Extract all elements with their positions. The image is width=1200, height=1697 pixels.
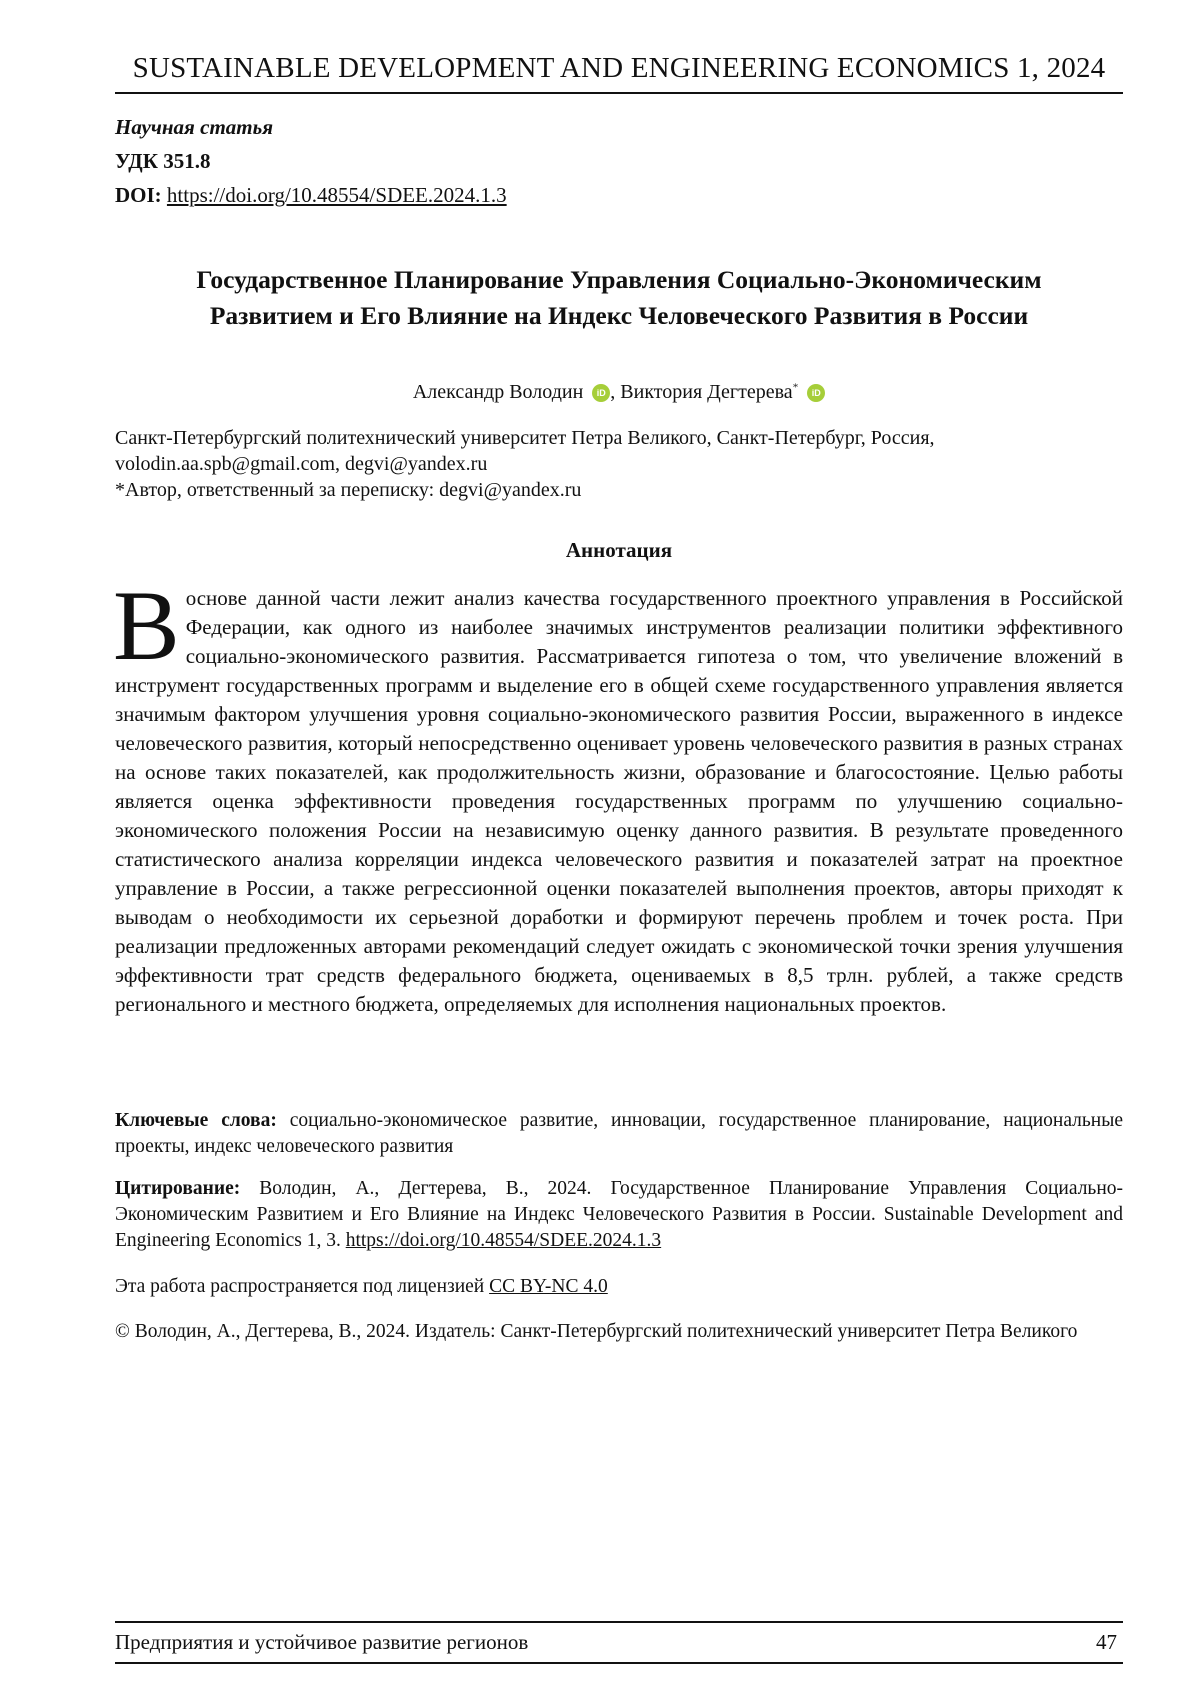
author-list	[115, 381, 1123, 404]
author-1: Александр Володин	[412, 381, 584, 403]
journal-header: SUSTAINABLE DEVELOPMENT AND ENGINEERING ECONOMICS 1, 2024	[132, 52, 1106, 84]
affiliation-institution: Санкт-Петербургский политехнический университет Петра Великого, Санкт-Петербург, Россия,	[115, 427, 935, 449]
citation-label: Цитирование:	[115, 1178, 241, 1199]
author-2: Виктория Дегтерева	[620, 381, 793, 403]
doi-label: DOI:	[115, 183, 162, 207]
page-footer	[115, 1630, 1123, 1655]
abstract-dropcap: В	[113, 570, 180, 681]
doi-line	[115, 178, 507, 212]
corresponding-mark: *	[792, 381, 799, 394]
citation	[115, 1176, 1123, 1254]
orcid-icon[interactable]: iD	[807, 384, 825, 402]
author-separator: ,	[610, 381, 621, 403]
doi-link[interactable]: https://doi.org/10.48554/SDEE.2024.1.3	[166, 183, 507, 207]
footer-divider-bottom	[115, 1662, 1123, 1664]
abstract-body	[113, 570, 1123, 1019]
license	[115, 1276, 1123, 1298]
license-link[interactable]: CC BY-NC 4.0	[489, 1276, 608, 1297]
header-divider	[115, 92, 1123, 94]
citation-text: Володин, А., Дегтерева, В., 2024. Государственное Планирование Управления Социально-Экономическим Развитием и Его Влияние на Индекс Человеческого Развития в России. Sustainable Development and Engineering Economics 1, 3.	[115, 1178, 1123, 1251]
title-line-1: Государственное Планирование Управления Социально-Экономическим	[196, 265, 1042, 294]
page-number: 47	[1096, 1630, 1117, 1654]
udc-code: УДК 351.8	[115, 149, 211, 173]
abstract-heading: Аннотация	[565, 538, 673, 562]
footer-divider-top	[115, 1621, 1123, 1623]
article-type: Научная статья	[115, 115, 274, 139]
keywords-text: социально-экономическое развитие, инновации, государственное планирование, национальные проекты, индекс человеческого развития	[115, 1110, 1123, 1157]
title-line-2: Развитием и Его Влияние на Индекс Человеческого Развития в России	[209, 301, 1029, 330]
article-meta	[115, 110, 507, 212]
article-title	[115, 262, 1123, 334]
affiliation-block	[115, 425, 1123, 503]
affiliation-emails: volodin.aa.spb@gmail.com, degvi@yandex.ru	[115, 453, 488, 475]
footer-journal-name: Предприятия и устойчивое развитие регионов	[115, 1630, 529, 1654]
orcid-icon[interactable]: iD	[592, 384, 610, 402]
keywords-label: Ключевые слова:	[115, 1110, 277, 1131]
abstract-text: основе данной части лежит анализ качества государственного проектного управления в Российской Федерации, как одного из наиболее значимых инструментов реализации политики эффективного социально-экономического развития. Рассматривается гипотеза о том, что увеличение вложений в инструмент государственных программ и выделение его в общей схеме государственного управления является значимым фактором улучшения уровня социально-экономического развития России, выраженного в индексе человеческого развития, который непосредственно оценивает уровень человеческого развития в разных странах на основе таких показателей, как продолжительность жизни, образование и благосостояние. Целью работы является оценка эффективности проведения государственных программ по улучшению социально-экономического положения России на независимую оценку данного развития. В результате проведенного статистического анализа корреляции индекса человеческого развития и показателей затрат на проектное управление в России, а также регрессионной оценки показателей выполнения проектов, авторы приходят к выводам о необходимости их серьезной доработки и формируют перечень проблем и точек роста. При реализации предложенных авторами рекомендаций следует ожидать с экономической точки зрения улучшения эффективности трат средств федерального бюджета, оцениваемых в 8,5 трлн. рублей, а также средств регионального и местного бюджета, определяемых для исполнения национальных проектов.	[115, 586, 1123, 1016]
page	[115, 0, 1123, 1697]
corresponding-author: *Автор, ответственный за переписку: degvi@yandex.ru	[115, 479, 582, 501]
citation-doi-link[interactable]: https://doi.org/10.48554/SDEE.2024.1.3	[345, 1230, 662, 1251]
keywords	[115, 1108, 1123, 1160]
copyright: © Володин, А., Дегтерева, В., 2024. Издатель: Санкт-Петербургский политехнический университет Петра Великого	[115, 1321, 1078, 1342]
license-text: Эта работа распространяется под лицензией	[115, 1276, 490, 1297]
